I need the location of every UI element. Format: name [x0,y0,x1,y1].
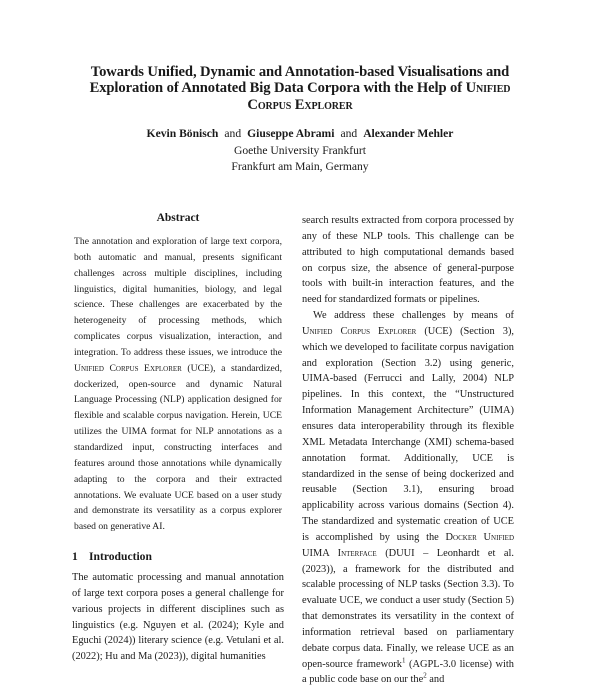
smallcaps-uce: Unified Corpus Explorer [302,325,417,337]
smallcaps-duui: Docker Unified UIMA Interface [302,531,514,559]
section-heading-introduction [72,549,284,565]
title-smallcaps-unified: Unified [465,80,511,97]
author-name: Alexander Mehler [363,127,454,140]
footnote-marker[interactable]: 1 [401,656,406,665]
author-name: Giuseppe Abrami [247,127,335,140]
author-separator: and [224,127,242,140]
abstract-smallcaps-uce: Unified Corpus Explorer [74,362,182,374]
right-column [302,213,514,688]
intro-paragraph-continued: search results extracted from corpora processed by any of these NLP tools. This challenge can be attributed to high computational demands based on corpus size, the absence of general-purpose tools with built-in interaction features, and the need for standardized formats or pipelines. [302,215,514,306]
intro-paragraph-1: The automatic processing and manual annotation of large text corpora poses a general challenge for various projects in different disciplines such as linguistics (e.g. Nguyen et al. (2024); Kyle and Eguchi (2024)) literary science (e.g. Vetulani et al. (2022); Hu and Ma (2023)), digital humanities [72,572,284,663]
affiliation: Goethe University Frankfurt [233,143,366,157]
abstract-text: The annotation and exploration of large text corpora, both automatic and manual, presents significant challenges across multiple disciplines, including linguistics, digital humanities, biology, and legal science. These challenges are exacerbated by the heterogeneity of processing methods, which complicates corpus visualization, interaction, and integration. To address these issues, we introduce the Unified Corpus Explorer (UCE), a standardized, dockerized, open-source and dynamic Natural Language Processing (NLP) application designed for flexible and scalable corpus navigation. Herein, UCE utilizes the UIMA format for NLP annotations as a standardized input, constructing interfaces and features around those annotations while dynamically adapting to the corpora and their extracted annotations. We evaluate UCE based on a user study and demonstrate its versatility as a corpus explorer based on generative AI. [74,236,282,533]
author-list [40,126,560,143]
author-block [40,126,560,176]
title-line-1: Towards Unified, Dynamic and Annotation-based Visualisations and [90,64,510,80]
footnote-marker[interactable]: 2 [423,672,427,680]
title-line-3: Corpus Explorer [247,96,353,113]
location: Frankfurt am Main, Germany [231,160,369,173]
section-number: 1 [72,550,78,564]
author-name: Kevin Bönisch [146,127,219,140]
left-column [72,210,284,665]
title-line-2: Exploration of Annotated Big Data Corpora with the Help of Unified [89,80,511,97]
paper-title [40,64,560,113]
intro-paragraph-2: We address these challenges by means of Unified Corpus Explorer (UCE) (Section 3), which we developed to facilitate corpus navigation and exploration (Section 3.2) using generic, UIMA-based (Ferrucci and Lally, 2004) NLP pipelines. In this context, the “Unstructured Information Management Architecture” (UIMA) ensures data interoperability through its flexible XML Metadata Interchange (XMI) schema-based annotation format. Additionally, UCE is standardized in the sense of being dockerized and reusable (Section 3.1), ensuring broad applicability across various domains (Section 4). The standardized and systematic creation of UCE is accomplished by using the Docker Unified UIMA Interface (DUUI – Leonhardt et al. (2023)), a framework for the distributed and scalable processing of NLP tasks (Section 3.3). To evaluate UCE, we conduct a user study (Section 5) that demonstrates its versatility in the context of information retrieval based on parliamentary debate corpus data. Finally, we release UCE as an open-source framework$^1$ (AGPL-3.0 license) with a public code base on our the$^2$ and [302,310,514,686]
section-title: Introduction [89,550,152,564]
author-separator: and [340,127,358,140]
abstract-heading: Abstract [156,212,200,224]
